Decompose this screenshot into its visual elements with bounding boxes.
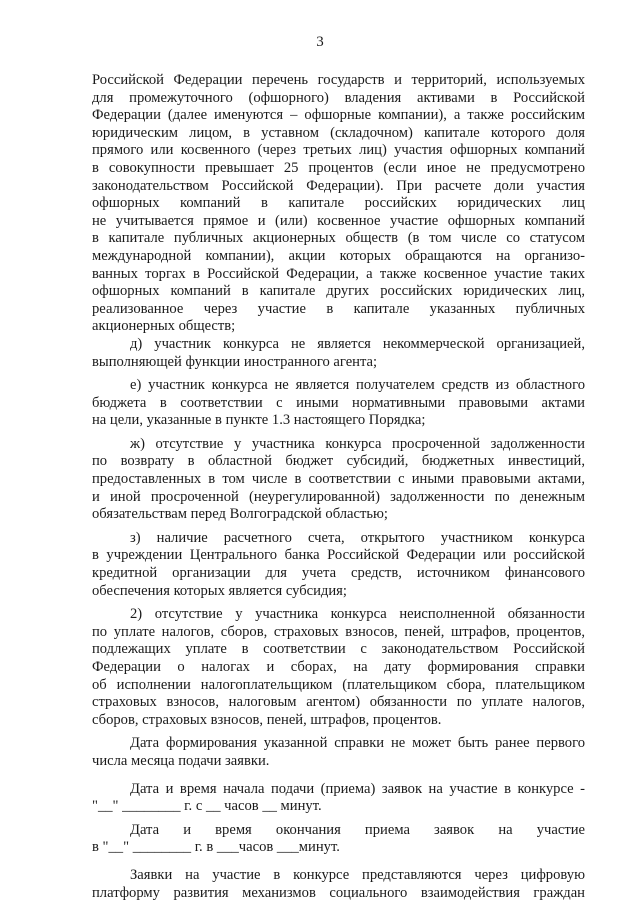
text-line: ж) отсутствие у участника конкурса просроченной задолженности (130, 435, 585, 452)
text-line: акционерных обществ; (92, 318, 236, 335)
text-line: прямого или косвенного (через третьих лиц) участия офшорных компаний (92, 142, 585, 159)
paragraph-item-2 (92, 606, 585, 729)
text-line: з) наличие расчетного счета, открытого участником конкурса (130, 529, 585, 546)
text-line: юридическим лицом, в уставном (складочном) капитале которого доля (92, 124, 585, 141)
paragraph-reference-date (92, 735, 585, 770)
text-line: страховых взносов, налоговым агентом) обязанности по уплате налогов, (92, 694, 585, 711)
text-line: обязательствам перед Волгоградской областью; (92, 506, 388, 523)
text-line: платформу развития механизмов социального взаимодействия граждан (92, 884, 585, 901)
text-line: "__" ________ г. с __ часов __ минут. (92, 798, 322, 815)
text-line: офшорных компаний в капитале российских юридических лиц (92, 195, 585, 212)
text-line: подлежащих уплате в соответствии с законодательством Российской (92, 641, 585, 658)
text-line: Российской Федерации перечень государств и территорий, используемых (92, 72, 585, 88)
text-line: и иной просроченной (неурегулированной) задолженности по денежным (92, 488, 585, 505)
text-line: по уплате налогов, сборов, страховых взносов, пеней, штрафов, процентов, (92, 623, 585, 640)
text-line: выполняющей функции иностранного агента; (92, 353, 378, 370)
text-line: Дата и время окончания приема заявок на участие (130, 821, 585, 838)
text-line: Федерации о налогах и сборах, на дату формирования справки (92, 659, 585, 675)
text-line: Федерации (далее именуются – офшорные компании), а также российским (92, 107, 585, 124)
text-line: в учреждении Центрального банка Российской Федерации или российской (92, 547, 585, 564)
text-line: реализованное через участие в капитале указанных публичных (92, 300, 585, 317)
text-line: офшорных компаний в капитале других российских юридических лиц, (92, 283, 585, 300)
text-line: 2) отсутствие у участника конкурса неисполненной обязанности (130, 606, 585, 623)
text-line: сборов, страховых взносов, пеней, штрафов, процентов. (92, 711, 442, 728)
text-line: в совокупности превышает 25 процентов (если иное не предусмотрено (92, 159, 585, 176)
text-line: для промежуточного (офшорного) владения активами в Российской (92, 89, 585, 106)
text-line: не учитывается прямое и (или) косвенное участие офшорных компаний (92, 212, 585, 229)
text-line: по возврату в областной бюджет субсидий, бюджетных инвестиций, (92, 453, 585, 470)
text-line: кредитной организации для учета средств, источником финансового (92, 565, 585, 582)
paragraph-item-d (92, 336, 585, 371)
paragraph-item-e (92, 377, 585, 430)
text-line: Дата формирования указанной справки не может быть ранее первого (130, 735, 585, 752)
document-body (92, 72, 585, 902)
text-line: д) участник конкурса не является некоммерческой организацией, (130, 335, 585, 352)
text-line: законодательством Российской Федерации). При расчете доли участия (92, 177, 585, 194)
paragraph-submission-start (92, 781, 585, 816)
text-line: международной компании), акции которых обращаются на организо- (92, 247, 585, 264)
text-line: на цели, указанные в пункте 1.3 настоящего Порядка; (92, 412, 426, 429)
text-line: бюджета в соответствии с иными нормативными правовыми актами (92, 394, 585, 411)
paragraph-submission-end (92, 822, 585, 857)
text-line: числа месяца подачи заявки. (92, 752, 270, 769)
text-line: Заявки на участие в конкурсе представляются через цифровую (130, 866, 585, 883)
paragraph-item-z (92, 530, 585, 600)
text-line: в капитале публичных акционерных обществ (в том числе со статусом (92, 230, 585, 247)
text-line: об исполнении налогоплательщиком (плательщиком сбора, плательщиком (92, 676, 585, 693)
text-line: е) участник конкурса не является получателем средств из областного (130, 377, 585, 394)
paragraph-application-platform (92, 867, 585, 902)
page-number: 3 (316, 34, 324, 50)
text-line: в "__" ________ г. в ___часов ___минут. (92, 839, 340, 856)
text-line: предоставленных в том числе в соответствии с иными правовыми актами, (92, 471, 585, 488)
text-line: ванных торгах в Российской Федерации, а также косвенное участие таких (92, 265, 585, 282)
paragraph-item-zh (92, 436, 585, 524)
paragraph-offshore (92, 72, 585, 336)
text-line: обеспечения которых является субсидия; (92, 582, 347, 599)
text-line: Дата и время начала подачи (приема) заявок на участие в конкурсе - (130, 780, 585, 797)
